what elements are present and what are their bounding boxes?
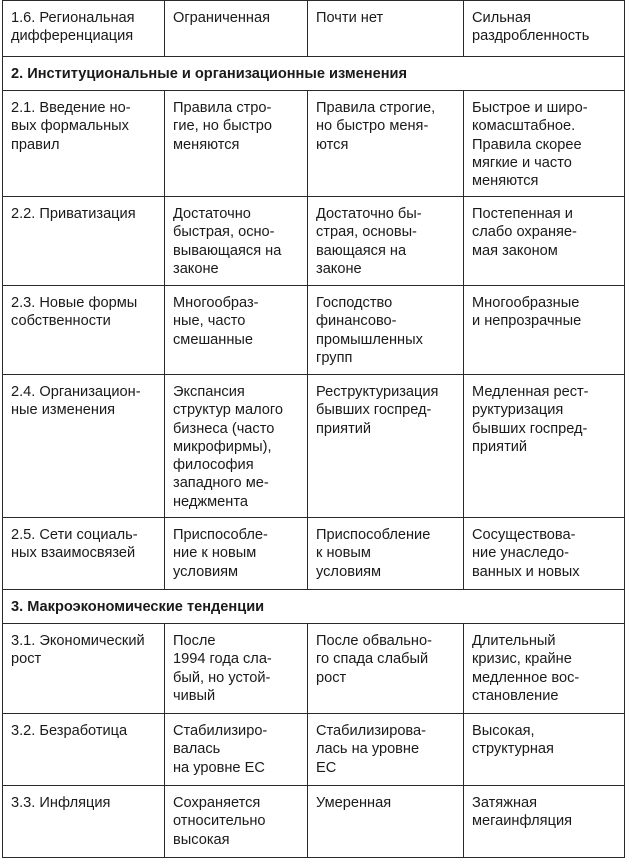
table-row-privatization <box>3 197 625 286</box>
table-cell: Высокая, структурная <box>464 714 625 786</box>
section-header-row <box>3 57 625 91</box>
table-cell: Приспособле- ние к новым условиям <box>165 518 308 590</box>
table-cell: Многообраз- ные, часто смешанные <box>165 286 308 375</box>
table-cell: Стабилизирова- лась на уровне ЕС <box>308 714 464 786</box>
section-title: 2. Институциональные и организационные изменения <box>3 57 625 91</box>
table-cell: Достаточно быстрая, осно- вывающаяся на законе <box>165 197 308 286</box>
table-cell: Сосуществова- ние унаследо- ванных и новых <box>464 518 625 590</box>
table-cell: Постепенная и слабо охраняе- мая законом <box>464 197 625 286</box>
table-cell: Сохраняется относительно высокая <box>165 786 308 858</box>
row-label-cell: 1.6. Региональная дифференциация <box>3 1 165 57</box>
table-cell: Реструктуризация бывших госпред- приятий <box>308 375 464 518</box>
section-title: 3. Макроэкономические тенденции <box>3 590 625 624</box>
table-cell: Почти нет <box>308 1 464 57</box>
table-row-inflation <box>3 786 625 858</box>
table-cell: Многообразные и непрозрачные <box>464 286 625 375</box>
row-label-cell: 3.3. Инфляция <box>3 786 165 858</box>
table-row-organizational-changes <box>3 375 625 518</box>
table-row-regional-differentiation <box>3 1 625 57</box>
row-label-cell: 2.1. Введение но- вых формальных правил <box>3 91 165 197</box>
table-cell: Медленная рест- руктуризация бывших госпред- приятий <box>464 375 625 518</box>
table-cell: Затяжная мегаинфляция <box>464 786 625 858</box>
table-row-formal-rules <box>3 91 625 197</box>
row-label-cell: 2.2. Приватизация <box>3 197 165 286</box>
table-cell: После обвально- го спада слабый рост <box>308 624 464 714</box>
table-cell: Правила строгие, но быстро меня- ются <box>308 91 464 197</box>
row-label-cell: 3.1. Экономический рост <box>3 624 165 714</box>
table-cell: Правила стро- гие, но быстро меняются <box>165 91 308 197</box>
comparison-table <box>2 0 625 858</box>
table-cell: Стабилизиро- валась на уровне ЕС <box>165 714 308 786</box>
table-cell: Ограниченная <box>165 1 308 57</box>
row-label-cell: 2.4. Организацион- ные изменения <box>3 375 165 518</box>
row-label-cell: 2.3. Новые формы собственности <box>3 286 165 375</box>
table-row-economic-growth <box>3 624 625 714</box>
table-cell: Достаточно бы- страя, основы- вающаяся на законе <box>308 197 464 286</box>
section-header-row <box>3 590 625 624</box>
table-cell: Приспособление к новым условиям <box>308 518 464 590</box>
table-cell: Господство финансово- промышленных групп <box>308 286 464 375</box>
table-cell: Экспансия структур малого бизнеса (часто микрофирмы), философия западного ме- неджмента <box>165 375 308 518</box>
table-cell: Быстрое и широ- комасштабное. Правила скорее мягкие и часто меняются <box>464 91 625 197</box>
table-cell: Умеренная <box>308 786 464 858</box>
table-cell: Длительный кризис, крайне медленное вос- становление <box>464 624 625 714</box>
table-cell: После 1994 года сла- бый, но устой- чивый <box>165 624 308 714</box>
table-row-ownership-forms <box>3 286 625 375</box>
row-label-cell: 2.5. Сети социаль- ных взаимосвязей <box>3 518 165 590</box>
row-label-cell: 3.2. Безработица <box>3 714 165 786</box>
table-cell: Сильная раздробленность <box>464 1 625 57</box>
table-row-unemployment <box>3 714 625 786</box>
table-row-social-networks <box>3 518 625 590</box>
